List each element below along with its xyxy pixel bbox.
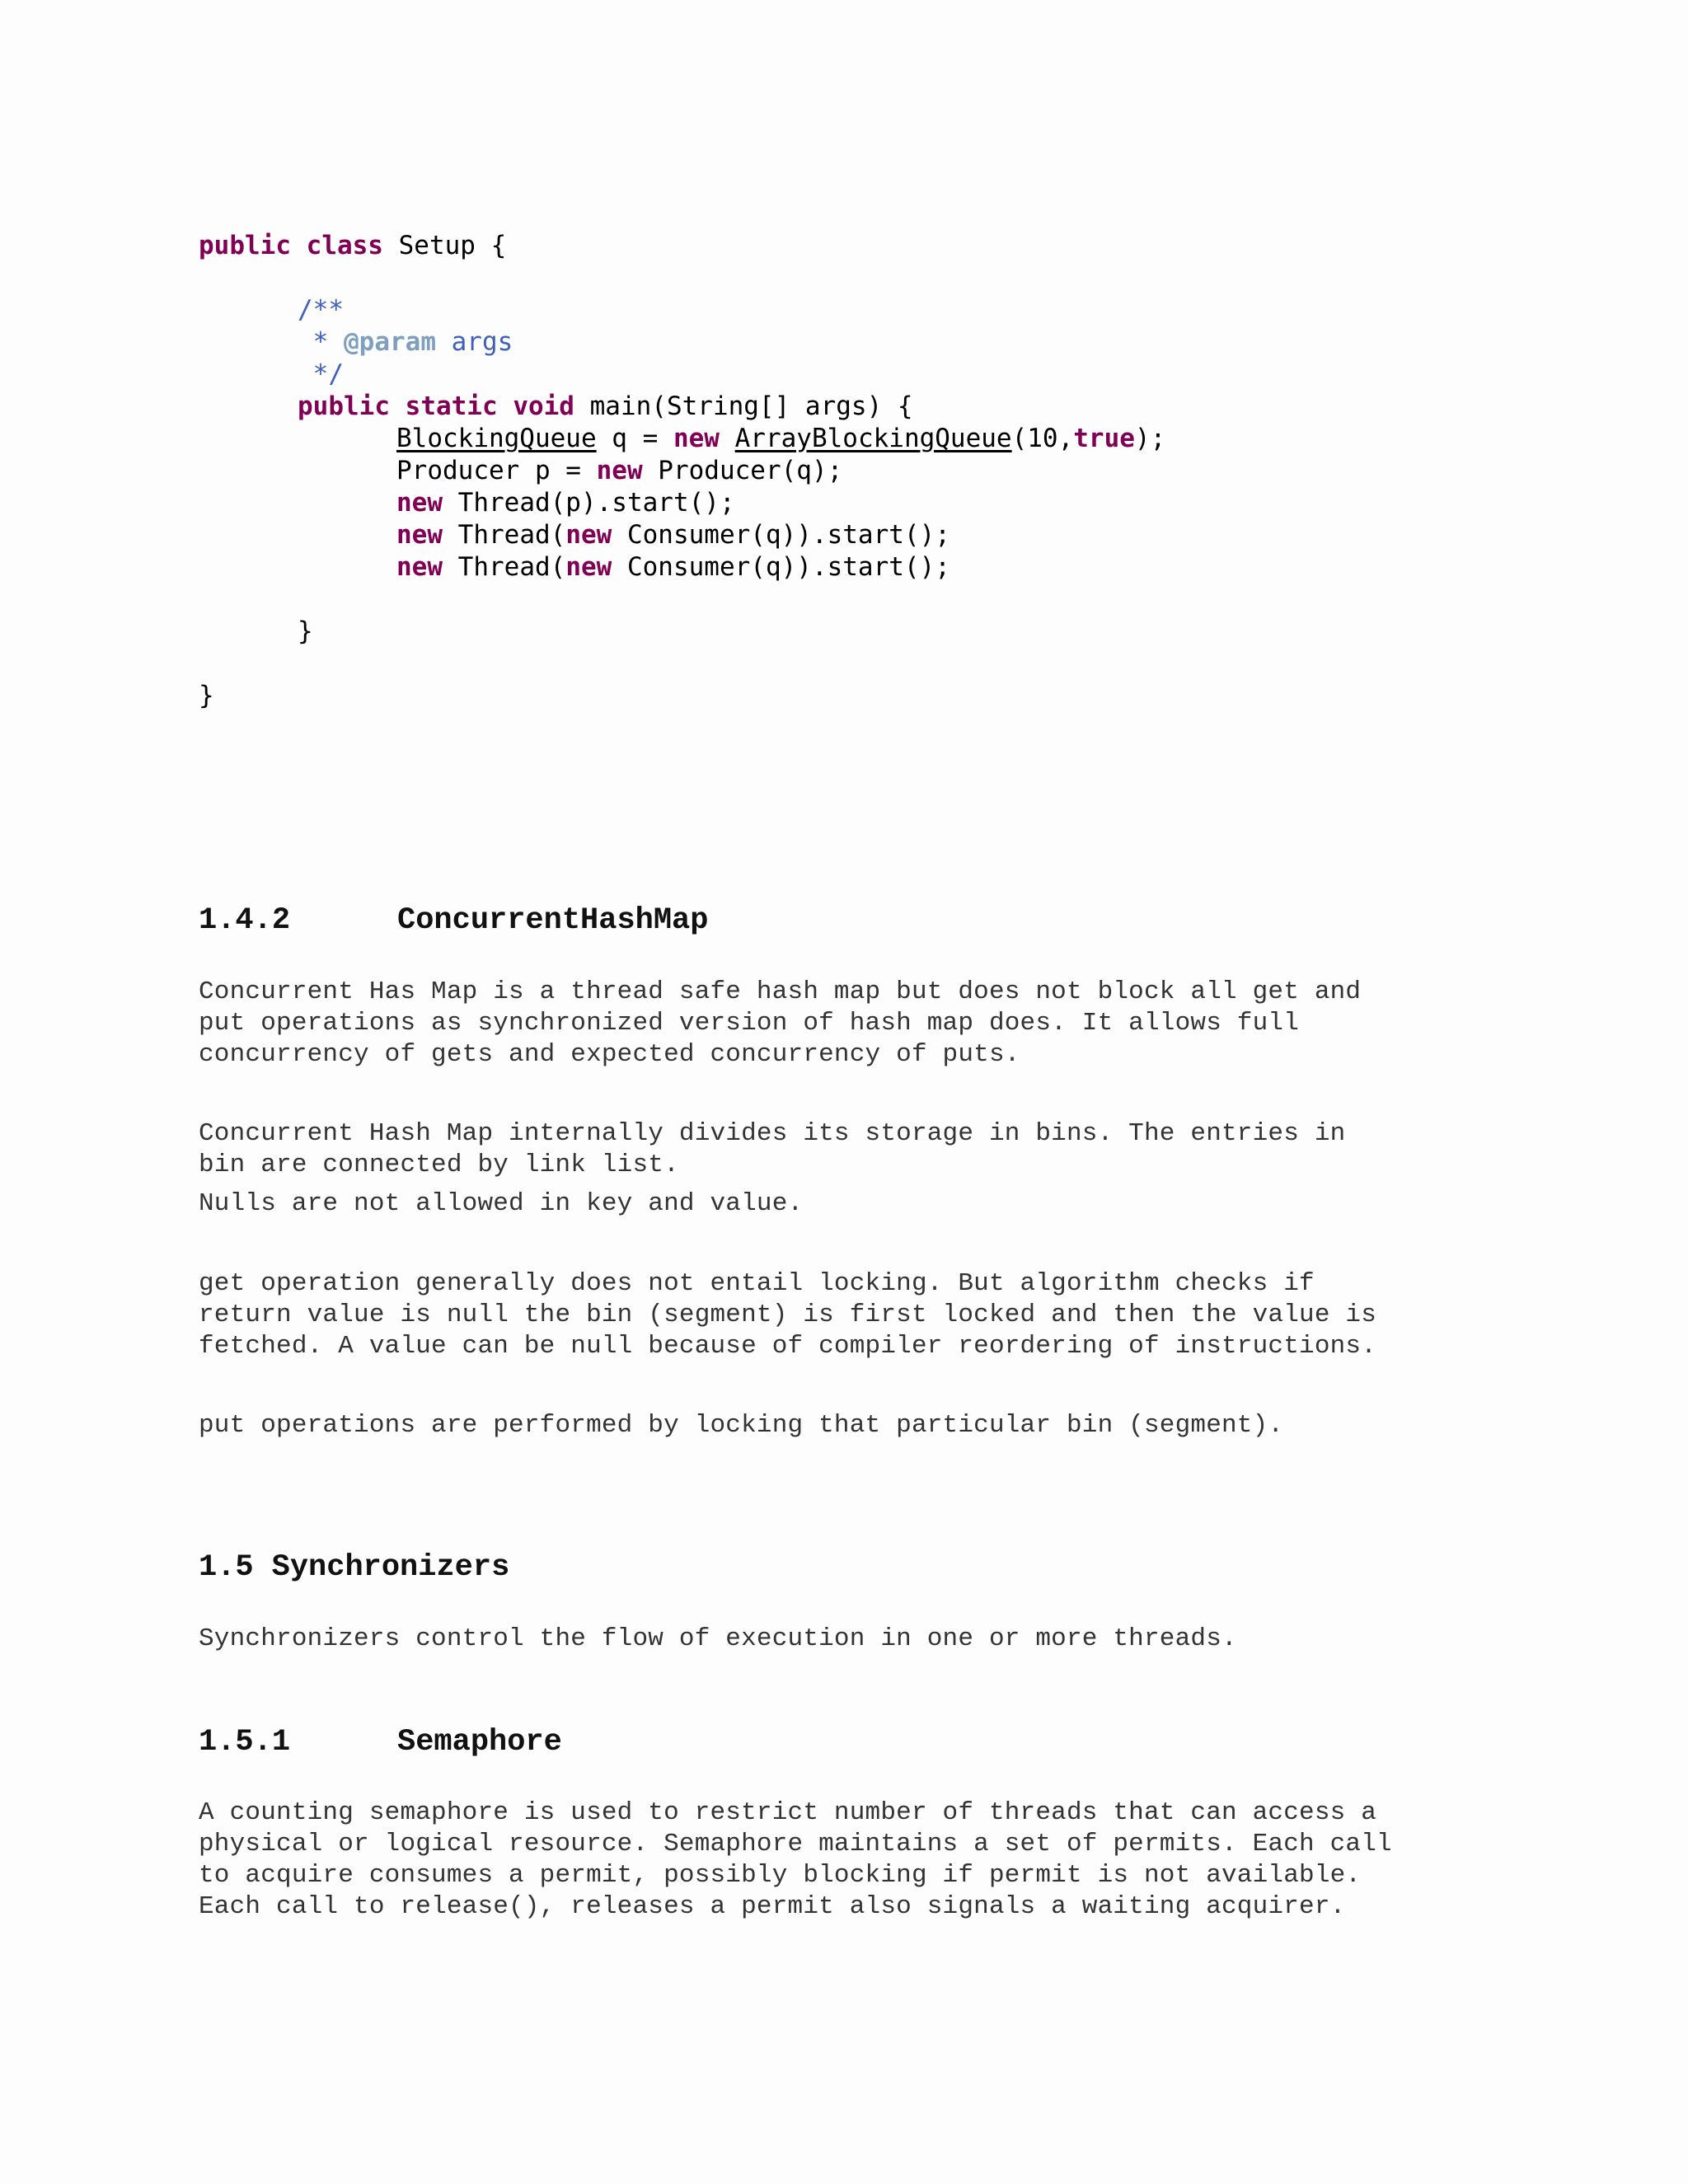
javadoc-param-line: [199, 326, 1165, 359]
code-text: Thread(p).start();: [443, 488, 735, 518]
main-method-signature-line: [199, 391, 1165, 423]
code-listing: [199, 230, 1165, 712]
code-space: [720, 424, 735, 453]
keyword: new: [565, 520, 612, 550]
keyword: public: [199, 231, 291, 260]
blank-line: [199, 583, 1165, 616]
keyword: new: [396, 552, 443, 582]
brace: }: [298, 616, 313, 646]
keyword: new: [673, 424, 720, 453]
keyword: public: [298, 391, 390, 421]
paragraph: Nulls are not allowed in key and value.: [199, 1189, 804, 1218]
section-title: Synchronizers: [271, 1550, 510, 1585]
code-text: );: [1134, 424, 1166, 453]
paragraph: Synchronizers control the flow of execution in one or more threads.: [199, 1624, 1237, 1653]
consumer-thread-line: [199, 551, 1165, 583]
class-close-brace: [199, 680, 1165, 712]
javadoc-param-tag: @param: [344, 327, 436, 357]
code-text: Thread(: [443, 552, 566, 582]
code-text: (10,: [1011, 424, 1074, 453]
paragraph: Concurrent Has Map is a thread safe hash map but does not block all get and put operations as synchronized version of hash map does. It allows full concurrency of gets and expected concurrency of puts.: [199, 977, 1362, 1069]
code-text: Thread(: [443, 520, 566, 550]
type-name: BlockingQueue: [396, 424, 597, 453]
section-number: 1.4.2: [199, 903, 291, 938]
keyword: new: [396, 520, 443, 550]
section-heading-1-4-2: [199, 903, 708, 938]
code-text: q =: [596, 424, 673, 453]
paragraph: Concurrent Hash Map internally divides its storage in bins. The entries in bin are connected by link list.: [199, 1119, 1346, 1179]
code-text: Producer(q);: [642, 456, 843, 485]
blank-line: [199, 648, 1165, 680]
method-close-brace: [199, 616, 1165, 648]
javadoc-param-name: args: [435, 327, 513, 357]
class-name: Setup {: [382, 231, 507, 260]
keyword: void: [513, 391, 574, 421]
brace: }: [199, 681, 214, 710]
producer-thread-line: [199, 487, 1165, 519]
method-signature: main(String[] args) {: [574, 391, 913, 421]
keyword: new: [596, 456, 643, 485]
consumer-thread-line: [199, 519, 1165, 551]
javadoc-close: */: [298, 359, 344, 389]
code-text: Producer p =: [396, 456, 597, 485]
code-text: Consumer(q)).start();: [612, 520, 950, 550]
type-name: ArrayBlockingQueue: [734, 424, 1012, 453]
javadoc-star: *: [298, 327, 344, 357]
section-title: ConcurrentHashMap: [397, 903, 709, 938]
code-text: Consumer(q)).start();: [612, 552, 950, 582]
keyword: class: [306, 231, 383, 260]
javadoc-open-line: [199, 294, 1165, 326]
paragraph: get operation generally does not entail locking. But algorithm checks if return value is null the bin (segment) is first locked and then the value is fetched. A value can be null because of compiler reordering of instructions.: [199, 1269, 1377, 1361]
class-declaration-line: [199, 230, 1165, 262]
section-title: Semaphore: [397, 1725, 562, 1760]
section-heading-1-5-1: [199, 1725, 562, 1760]
keyword: static: [405, 391, 498, 421]
section-number: 1.5: [199, 1550, 254, 1585]
queue-declaration-line: [199, 423, 1165, 455]
section-number: 1.5.1: [199, 1725, 291, 1760]
section-heading-1-5: [199, 1550, 509, 1585]
blank-line: [199, 262, 1165, 294]
paragraph: A counting semaphore is used to restrict number of threads that can access a physical or logical resource. Semaphore maintains a set of permits. Each call to acquire consumes a permit, possibly blocking if permit is not available. Each call to release(), releases a permit also signals a waiting acquirer.: [199, 1798, 1392, 1921]
keyword: new: [565, 552, 612, 582]
producer-declaration-line: [199, 455, 1165, 487]
paragraph: put operations are performed by locking that particular bin (segment).: [199, 1411, 1284, 1440]
javadoc-close-line: [199, 359, 1165, 391]
keyword: new: [396, 488, 443, 518]
javadoc-open: /**: [298, 295, 344, 325]
keyword: true: [1073, 424, 1135, 453]
